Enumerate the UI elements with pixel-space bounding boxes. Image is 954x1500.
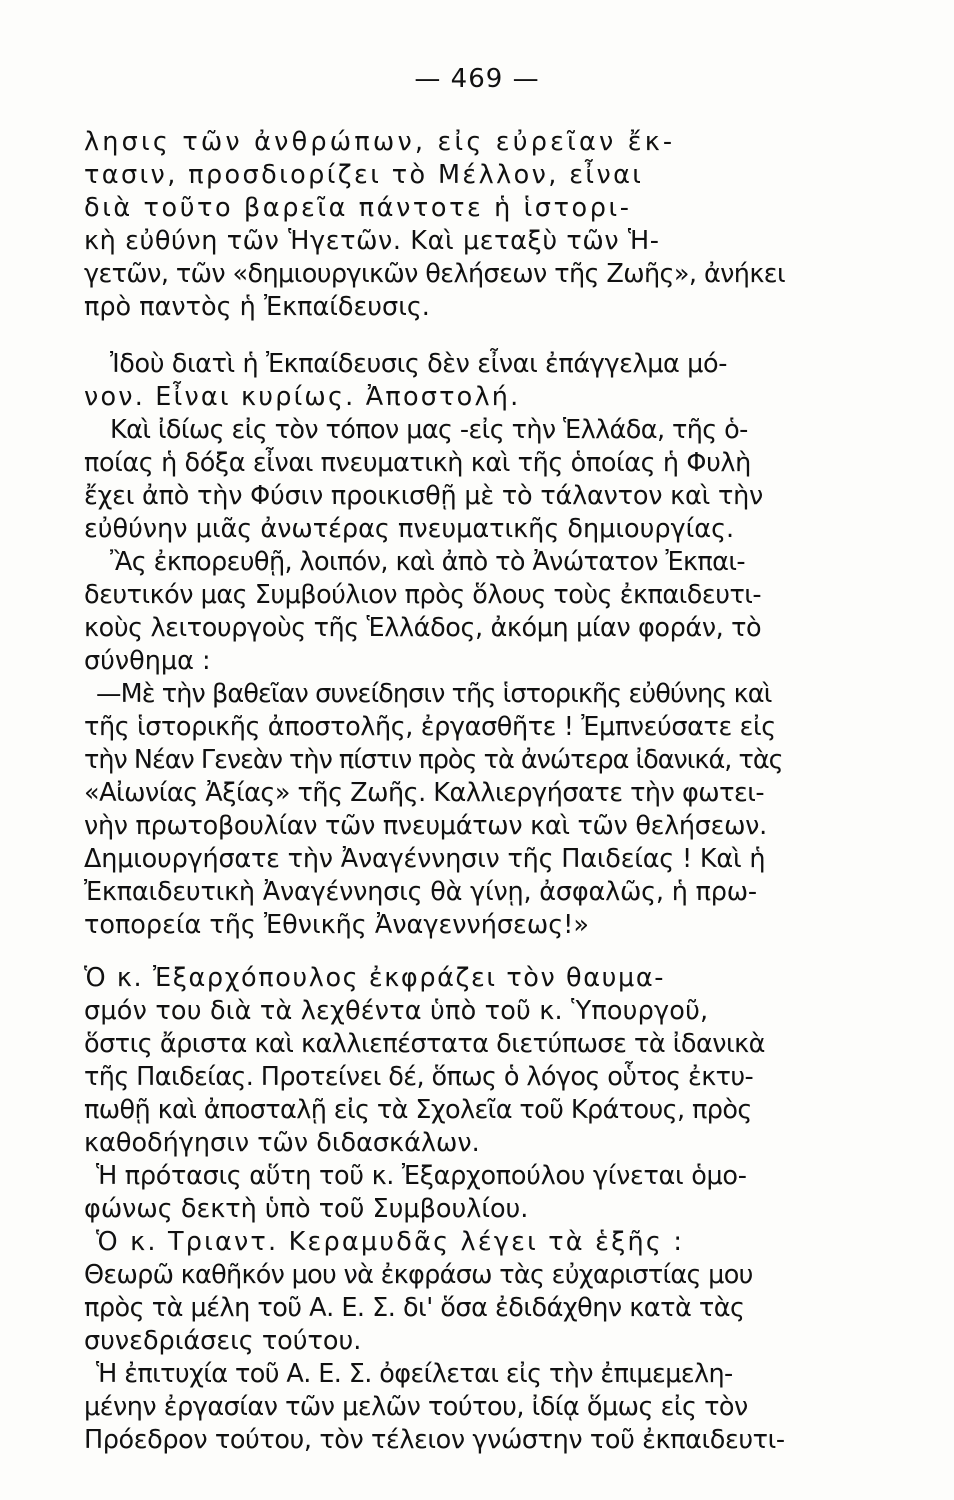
text-line: συνεδριάσεις τούτου.: [84, 1326, 362, 1356]
text-line: Ἡ πρότασις αὕτη τοῦ κ. Ἐξαρχοπούλου γίνεται ὁμο-: [96, 1161, 747, 1191]
text-line: νον. Εἶναι κυρίως. Ἀποστολή.: [84, 382, 521, 412]
text-line: Ἡ ἐπιτυχία τοῦ Α. Ε. Σ. ὀφείλεται εἰς τὴν ἐπιμεμελη-: [96, 1359, 733, 1389]
paragraph-block-1: [84, 126, 884, 324]
text-line: γετῶν, τῶν «δημιουργικῶν θελήσεων τῆς Ζωῆς», ἀνήκει: [84, 259, 785, 289]
text-line: καθοδήγησιν τῶν διδασκάλων.: [84, 1128, 480, 1158]
paragraph-block-3: [84, 962, 884, 1457]
text-line: τῆς ἱστορικῆς ἀποστολῆς, ἐργασθῆτε ! Ἐμπνεύσατε εἰς: [84, 712, 776, 742]
text-line: «Αἰωνίας Ἀξίας» τῆς Ζωῆς. Καλλιεργήσατε τὴν φωτει-: [84, 778, 765, 808]
text-line: λησις τῶν ἀνθρώπων, εἰς εὐρεῖαν ἔκ-: [84, 127, 676, 157]
text-line: τὴν Νέαν Γενεὰν τὴν πίστιν πρὸς τὰ ἀνώτερα ἰδανικά, τὰς: [84, 745, 783, 775]
text-line: σύνθημα :: [84, 646, 211, 676]
text-line: Δημιουργήσατε τὴν Ἀναγέννησιν τῆς Παιδείας ! Καὶ ἡ: [84, 844, 766, 874]
text-line: Καὶ ἰδίως εἰς τὸν τόπον μας -εἰς τὴν Ἑλλάδα, τῆς ὁ-: [110, 415, 748, 445]
text-line: Ὁ κ. Ἐξαρχόπουλος ἐκφράζει τὸν θαυμα-: [84, 963, 666, 993]
text-line: μένην ἐργασίαν τῶν μελῶν τούτου, ἰδίᾳ ὅμως εἰς τὸν: [84, 1392, 748, 1422]
text-line: διὰ τοῦτο βαρεῖα πάντοτε ἡ ἱστορι-: [84, 193, 632, 223]
text-line: κὴ εὐθύνη τῶν Ἡγετῶν. Καὶ μεταξὺ τῶν Ἡ-: [84, 226, 660, 256]
text-line: τοπορεία τῆς Ἐθνικῆς Ἀναγεννήσεως!»: [84, 910, 589, 940]
text-line: —Μὲ τὴν βαθεῖαν συνείδησιν τῆς ἱστορικῆς εὐθύνης καὶ: [96, 679, 772, 709]
text-line: εὐθύνην μιᾶς ἀνωτέρας πνευματικῆς δημιουργίας.: [84, 514, 735, 544]
text-line: πρὸς τὰ μέλη τοῦ Α. Ε. Σ. δι' ὅσα ἐδιδάχθην κατὰ τὰς: [84, 1293, 745, 1323]
text-line: σμόν του διὰ τὰ λεχθέντα ὑπὸ τοῦ κ. Ὑπουργοῦ,: [84, 996, 709, 1026]
text-line: νὴν πρωτοβουλίαν τῶν πνευμάτων καὶ τῶν θελήσεων.: [84, 811, 767, 841]
text-line: Πρόεδρον τούτου, τὸν τέλειον γνώστην τοῦ ἐκπαιδευτι-: [84, 1425, 785, 1455]
text-line: πωθῇ καὶ ἀποσταλῇ εἰς τὰ Σχολεῖα τοῦ Κράτους, πρὸς: [84, 1095, 752, 1125]
text-line: δευτικόν μας Συμβούλιον πρὸς ὅλους τοὺς ἐκπαιδευτι-: [84, 580, 762, 610]
text-line: τασιν, προσδιορίζει τὸ Μέλλον, εἶναι: [84, 160, 644, 190]
text-line: κοὺς λειτουργοὺς τῆς Ἑλλάδος, ἀκόμη μίαν φοράν, τὸ: [84, 613, 762, 643]
text-line: πρὸ παντὸς ἡ Ἐκπαίδευσις.: [84, 292, 430, 322]
text-line: Ὁ κ. Τριαντ. Κεραμυδᾶς λέγει τὰ ἑξῆς :: [96, 1227, 685, 1257]
text-line: ποίας ἡ δόξα εἶναι πνευματικὴ καὶ τῆς ὁποίας ἡ Φυλὴ: [84, 448, 751, 478]
text-line: Ἰδοὺ διατὶ ἡ Ἐκπαίδευσις δὲν εἶναι ἐπάγγελμα μό-: [110, 349, 727, 379]
text-line: ὅστις ἄριστα καὶ καλλιεπέστατα διετύπωσε τὰ ἰδανικὰ: [84, 1029, 765, 1059]
text-line: Θεωρῶ καθῆκόν μου νὰ ἐκφράσω τὰς εὐχαριστίας μου: [84, 1260, 753, 1290]
text-line: ἔχει ἀπὸ τὴν Φύσιν προικισθῇ μὲ τὸ τάλαντον καὶ τὴν: [84, 481, 764, 511]
text-line: Ἂς ἐκπορευθῇ, λοιπόν, καὶ ἀπὸ τὸ Ἀνώτατον Ἐκπαι-: [110, 547, 745, 577]
text-line: τῆς Παιδείας. Προτείνει δέ, ὅπως ὁ λόγος οὗτος ἐκτυ-: [84, 1062, 754, 1092]
page-number: — 469 —: [414, 64, 540, 94]
text-line: φώνως δεκτὴ ὑπὸ τοῦ Συμβουλίου.: [84, 1194, 529, 1224]
paragraph-block-2: [84, 348, 884, 942]
text-line: Ἐκπαιδευτικὴ Ἀναγέννησις θὰ γίνῃ, ἀσφαλῶς, ἡ πρω-: [84, 877, 757, 907]
